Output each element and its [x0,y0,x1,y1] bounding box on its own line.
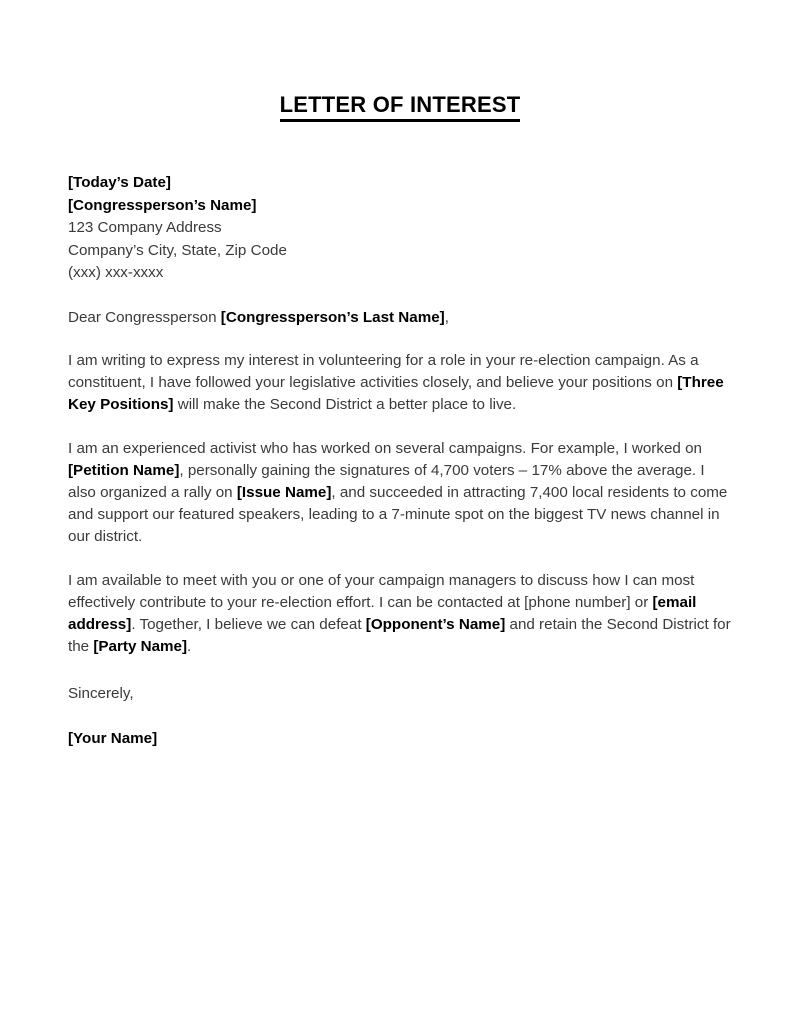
paragraph-3-text-part-3: and retain the Second District for the [68,615,731,656]
paragraph-1-text-part-1: I am writing to express my interest in volunteering for a role in your re-election campaign. As a constituent, I have followed your legislative activities closely, and believe your positions on [68,351,699,392]
page-title [68,0,732,122]
paragraph-3-placeholder-opponent-name: [Opponent’s Name] [365,615,506,633]
body-paragraph-1 [68,350,732,417]
salutation [68,307,732,329]
paragraph-2-placeholder-petition-name: [Petition Name] [68,461,180,479]
address-line-date: [Today’s Date] [68,174,171,192]
address-block [68,172,732,285]
salutation-suffix: , [444,308,449,326]
address-line-street: 123 Company Address [68,219,222,237]
salutation-placeholder: [Congressperson’s Last Name] [220,308,445,326]
closing-salutation: Sincerely, [68,685,134,703]
paragraph-3-text-part-1: I am available to meet with you or one of your campaign managers to discuss how I can most effectively contribute to your re-election effort. I can be contacted at [phone number] or [68,571,695,611]
address-line-phone: (xxx) xxx-xxxx [68,264,164,282]
paragraph-3-text-part-4: . [187,638,192,656]
page-title-text: LETTER OF INTEREST [280,92,521,122]
body-paragraph-3 [68,570,732,659]
address-line-recipient-name: [Congressperson’s Name] [68,196,257,214]
paragraph-2-placeholder-issue-name: [Issue Name] [236,483,332,501]
paragraph-3-placeholder-party-name: [Party Name] [93,638,188,656]
paragraph-2-text-part-1: I am an experienced activist who has worked on several campaigns. For example, I worked on [68,439,702,457]
signature-name-placeholder: [Your Name] [68,730,158,748]
paragraph-2-text-part-2: , personally gaining the signatures of 4,700 voters – 17% above the average. I also organized a rally on [68,461,705,501]
address-line-city-state-zip: Company’s City, State, Zip Code [68,241,287,259]
body-paragraph-2 [68,438,732,549]
salutation-prefix: Dear Congressperson [68,308,221,326]
paragraph-2-text-part-3: , and succeeded in attracting 7,400 local residents to come and support our featured speakers, leading to a 7-minute spot on the biggest TV news channel in our district. [68,483,728,546]
paragraph-3-placeholder-email-address: [email address] [68,593,697,633]
letter-content [68,0,732,766]
paragraph-1-placeholder-key-positions: [Three Key Positions] [68,374,724,414]
paragraph-3-text-part-2: . Together, I believe we can defeat [131,615,366,633]
paragraph-1-text-part-2: will make the Second District a better place to live. [173,396,517,414]
